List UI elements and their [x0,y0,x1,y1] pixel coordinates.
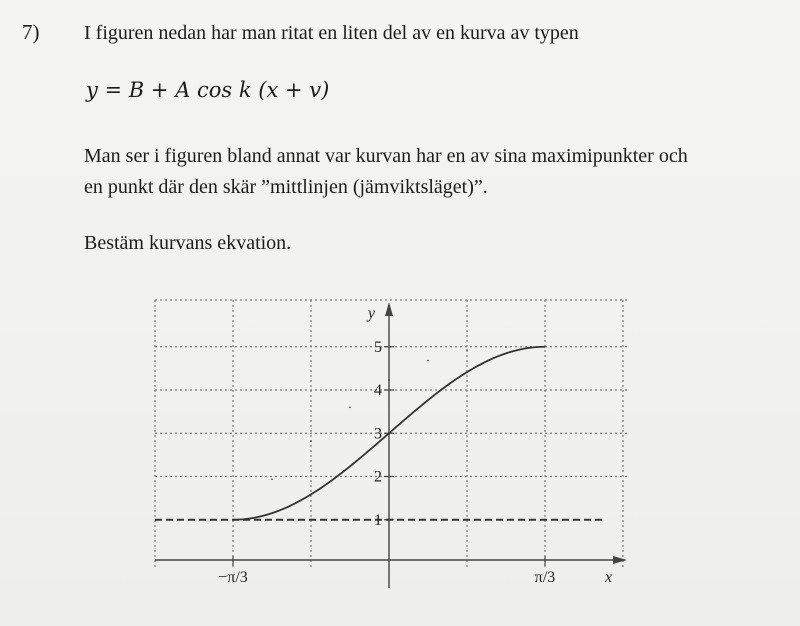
curve-point [349,407,351,409]
axes [155,302,627,588]
y-tick-label: 3 [374,425,382,443]
curve-point [544,346,546,348]
grid-lines [155,300,627,570]
problem-paragraph-line-2: en punkt där den skär ”mittlinjen (jämviktsläget)”. [84,176,488,198]
problem-task: Bestäm kurvans ekvation. [84,232,292,254]
y-tick-label: 2 [374,468,382,486]
problem-intro: I figuren nedan har man ritat en liten del av en kurva av typen [84,22,579,44]
y-axis-arrow [385,302,393,316]
curve-point [427,360,429,362]
y-tick-label: 5 [374,338,382,356]
curve-point [271,478,273,480]
x-tick-label: π/3 [534,569,556,586]
x-tick-label: −π/3 [218,569,248,586]
curve-point [505,346,507,348]
y-tick-label: 4 [374,382,382,399]
curve-point [388,379,390,381]
y-tick-label: 1 [374,511,382,529]
curve-formula: y = B + A cos k (x + v) [86,78,330,102]
y-axis-label: y [367,305,375,322]
x-axis-label: x [605,569,613,586]
curve-point [310,440,312,442]
problem-number: 7) [22,20,40,44]
problem-paragraph-line-1: Man ser i figuren bland annat var kurvan har en av sina maximipunkter och [84,145,688,167]
x-axis-arrow [613,556,627,564]
curve-point [466,349,468,351]
